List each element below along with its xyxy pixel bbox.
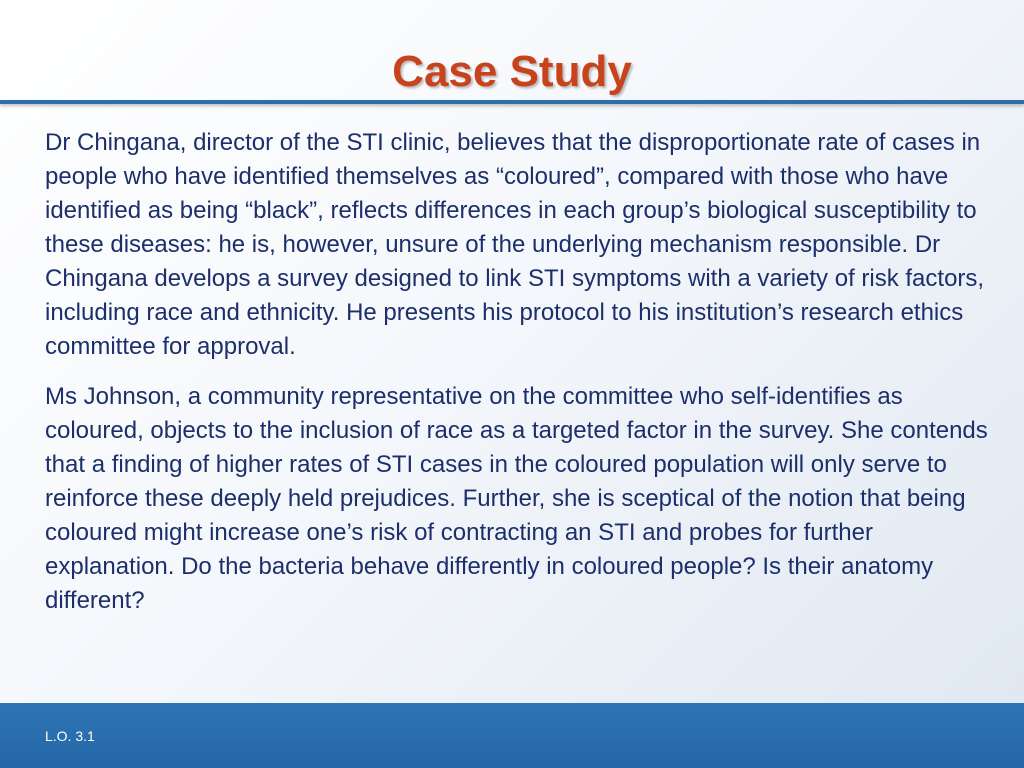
paragraph-ms-johnson: Ms Johnson, a community representative on the committee who self-identifies as coloured, objects to the inclusion of race as a targeted factor in the survey. She contends that a finding of higher rates of STI cases in the coloured population will only serve to reinforce these deeply held prejudices. Further, she is sceptical of the notion that being coloured might increase one’s risk of contracting an STI and probes for further explanation. Do the bacteria behave differently in coloured people? Is their anatomy different? [45, 383, 988, 614]
slide-body [45, 126, 990, 634]
footer-bar [0, 703, 1024, 768]
slide-title: Case Study [392, 47, 632, 96]
title-divider [0, 100, 1024, 104]
learning-objective-label: L.O. 3.1 [45, 728, 95, 744]
paragraph-dr-chingana: Dr Chingana, director of the STI clinic, believes that the disproportionate rate of cases in people who have identified themselves as “coloured”, compared with those who have identified as being “black”, reflects differences in each group’s biological susceptibility to these diseases: he is, however, unsure of the underlying mechanism responsible. Dr Chingana develops a survey designed to link STI symptoms with a variety of risk factors, including race and ethnicity. He presents his protocol to his institution’s research ethics committee for approval. [45, 129, 985, 360]
